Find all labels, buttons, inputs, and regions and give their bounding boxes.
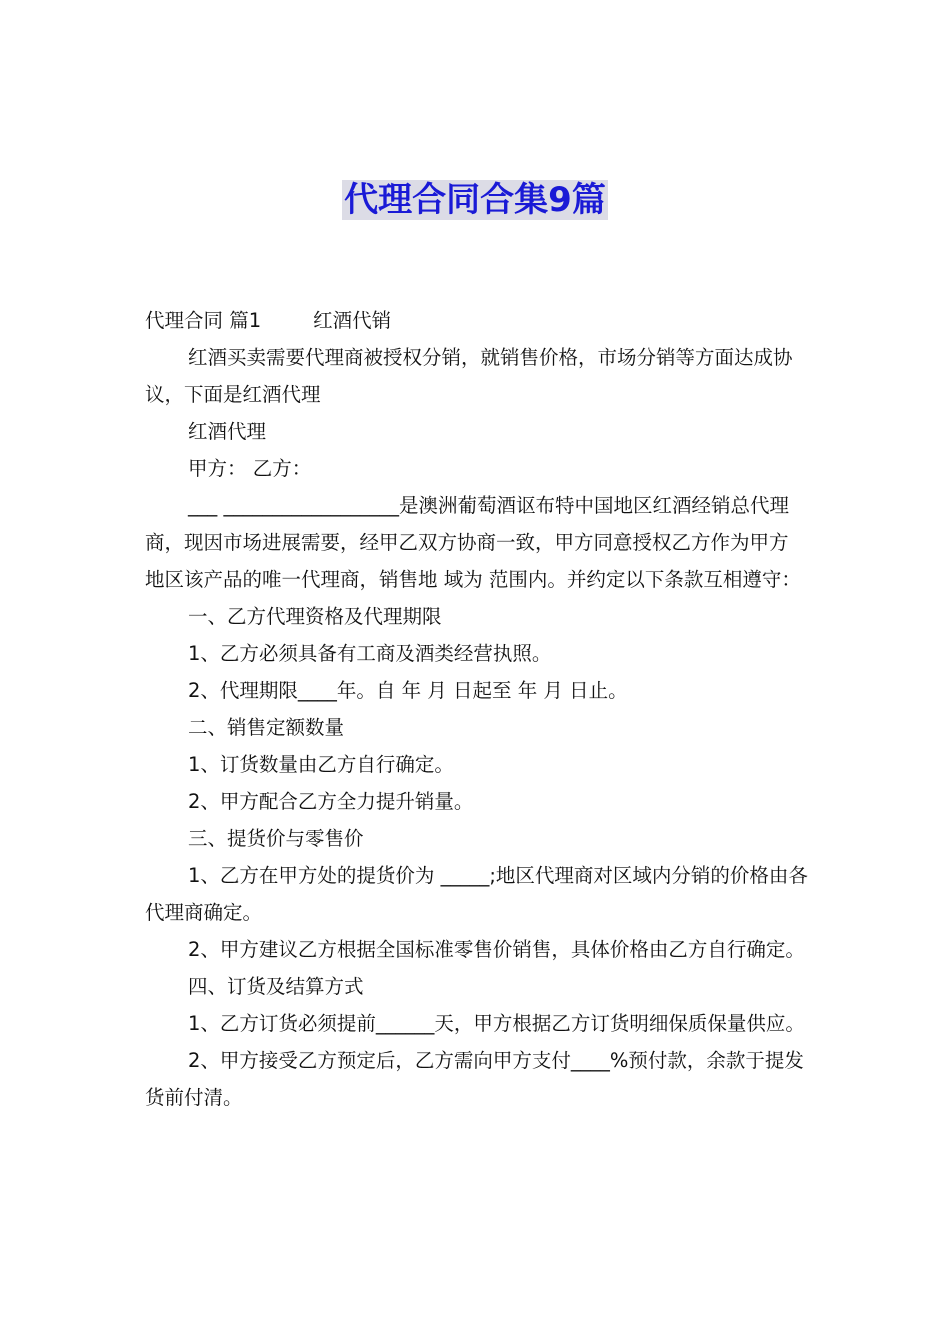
clause-heading: 一、乙方代理资格及代理期限 bbox=[188, 605, 442, 628]
clause-item: 2、甲方接受乙方预定后，乙方需向甲方支付____%预付款，余款于提发货前付清。 bbox=[145, 1049, 804, 1109]
clause-item: 1、乙方在甲方处的提货价为 _____;地区代理商对区域内分销的价格由各代理商确定。 bbox=[145, 864, 808, 924]
clause-item: 2、甲方配合乙方全力提升销量。 bbox=[188, 790, 474, 813]
clause-item: 1、乙方订货必须提前______天，甲方根据乙方订货明细保质保量供应。 bbox=[188, 1012, 805, 1035]
paragraph: 红酒买卖需要代理商被授权分销，就销售价格，市场分销等方面达成协议，下面是红酒代理 bbox=[145, 346, 793, 406]
section-subject: 红酒代销 bbox=[313, 309, 392, 332]
section-heading bbox=[145, 302, 810, 339]
clause-item: 2、甲方建议乙方根据全国标准零售价销售，具体价格由乙方自行确定。 bbox=[188, 938, 805, 961]
party-line: 甲方： 乙方： bbox=[188, 457, 312, 480]
clause-heading: 二、销售定额数量 bbox=[188, 716, 345, 739]
section-number: 代理合同 篇1 bbox=[145, 309, 262, 332]
document-body bbox=[145, 302, 810, 1116]
clause-item: 1、乙方必须具备有工商及酒类经营执照。 bbox=[188, 642, 552, 665]
clause-item: 1、订货数量由乙方自行确定。 bbox=[188, 753, 454, 776]
paragraph: ___ __________________是澳洲葡萄酒讴布特中国地区红酒经销总代理商，现因市场进展需要，经甲乙双方协商一致，甲方同意授权乙方作为甲方 地区该产品的唯一代理商，销售地 域为 范围内。并约定以下条款互相遵守： bbox=[145, 494, 801, 591]
paragraph: 红酒代理 bbox=[188, 420, 267, 443]
clause-item: 2、代理期限____年。自 年 月 日起至 年 月 日止。 bbox=[188, 679, 628, 702]
document-title: 代理合同合集9篇 bbox=[344, 180, 606, 220]
clause-heading: 三、提货价与零售价 bbox=[188, 827, 364, 850]
clause-heading: 四、订货及结算方式 bbox=[188, 975, 364, 998]
